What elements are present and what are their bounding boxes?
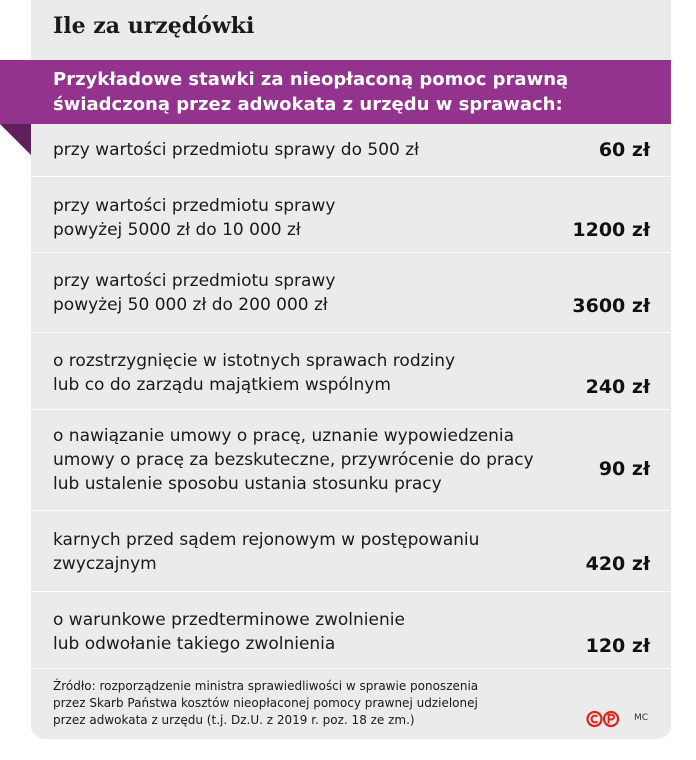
rate-value: 240 zł (585, 376, 650, 398)
rate-value: 60 zł (598, 139, 650, 161)
rate-row (31, 511, 671, 592)
rate-description-line: powyżej 50 000 zł do 200 000 zł (53, 295, 328, 315)
author-initials: MC (634, 713, 649, 723)
rate-row (31, 177, 671, 253)
source-line: przez adwokata z urzędu (t.j. Dz.U. z 2019 r. poz. 18 ze zm.) (53, 713, 415, 727)
rate-description (53, 269, 335, 317)
rate-description-line: o nawiązanie umowy o pracę, uznanie wypowiedzenia (53, 426, 515, 446)
rate-row (31, 410, 671, 511)
rate-row (31, 253, 671, 333)
rate-description-line: powyżej 5000 zł do 10 000 zł (53, 220, 301, 240)
source-line: przez Skarb Państwa kosztów nieopłaconej pomocy prawnej udzielonej (53, 696, 478, 710)
rate-row (31, 592, 671, 669)
rate-value: 1200 zł (572, 219, 650, 241)
rate-value: 120 zł (585, 635, 650, 657)
rate-value: 90 zł (598, 458, 650, 480)
banner-heading (53, 67, 653, 117)
rate-row (31, 124, 671, 177)
rates-list (31, 124, 671, 669)
rate-description-line: przy wartości przedmiotu sprawy (53, 271, 336, 291)
rate-description-line: przy wartości przedmiotu sprawy do 500 zł (53, 140, 419, 160)
rate-description (53, 424, 534, 496)
rate-description (53, 349, 455, 397)
rate-description-line: lub ustalenie sposobu ustania stosunku pracy (53, 474, 442, 494)
rate-description-line: o rozstrzygnięcie w istotnych sprawach rodziny (53, 351, 456, 371)
banner-line: Przykładowe stawki za nieopłaconą pomoc prawną (53, 69, 569, 90)
rate-value: 3600 zł (572, 295, 650, 317)
rate-description-line: lub odwołanie takiego zwolnienia (53, 634, 336, 654)
infographic-title: Ile za urzędówki (53, 13, 255, 39)
rate-description (53, 528, 479, 576)
rate-value: 420 zł (585, 553, 650, 575)
rate-description (53, 608, 405, 656)
rate-row (31, 333, 671, 410)
rate-description (53, 138, 419, 162)
source-line: Źródło: rozporządzenie ministra sprawiedliwości w sprawie ponoszenia (53, 679, 479, 693)
banner-line: świadczoną przez adwokata z urzędu w sprawach: (53, 94, 563, 115)
rate-description-line: lub co do zarządu majątkiem wspólnym (53, 375, 391, 395)
rate-description (53, 194, 335, 242)
rate-description-line: o warunkowe przedterminowe zwolnienie (53, 610, 405, 630)
rate-description-line: przy wartości przedmiotu sprawy (53, 196, 336, 216)
banner-fold (0, 124, 31, 155)
copyright-logo-icon (586, 710, 620, 728)
rate-description-line: zwyczajnym (53, 554, 157, 574)
rate-description-line: karnych przed sądem rejonowym w postępowaniu (53, 530, 480, 550)
source-note (53, 678, 573, 729)
rate-description-line: umowy o pracę za bezskuteczne, przywrócenie do pracy (53, 450, 534, 470)
